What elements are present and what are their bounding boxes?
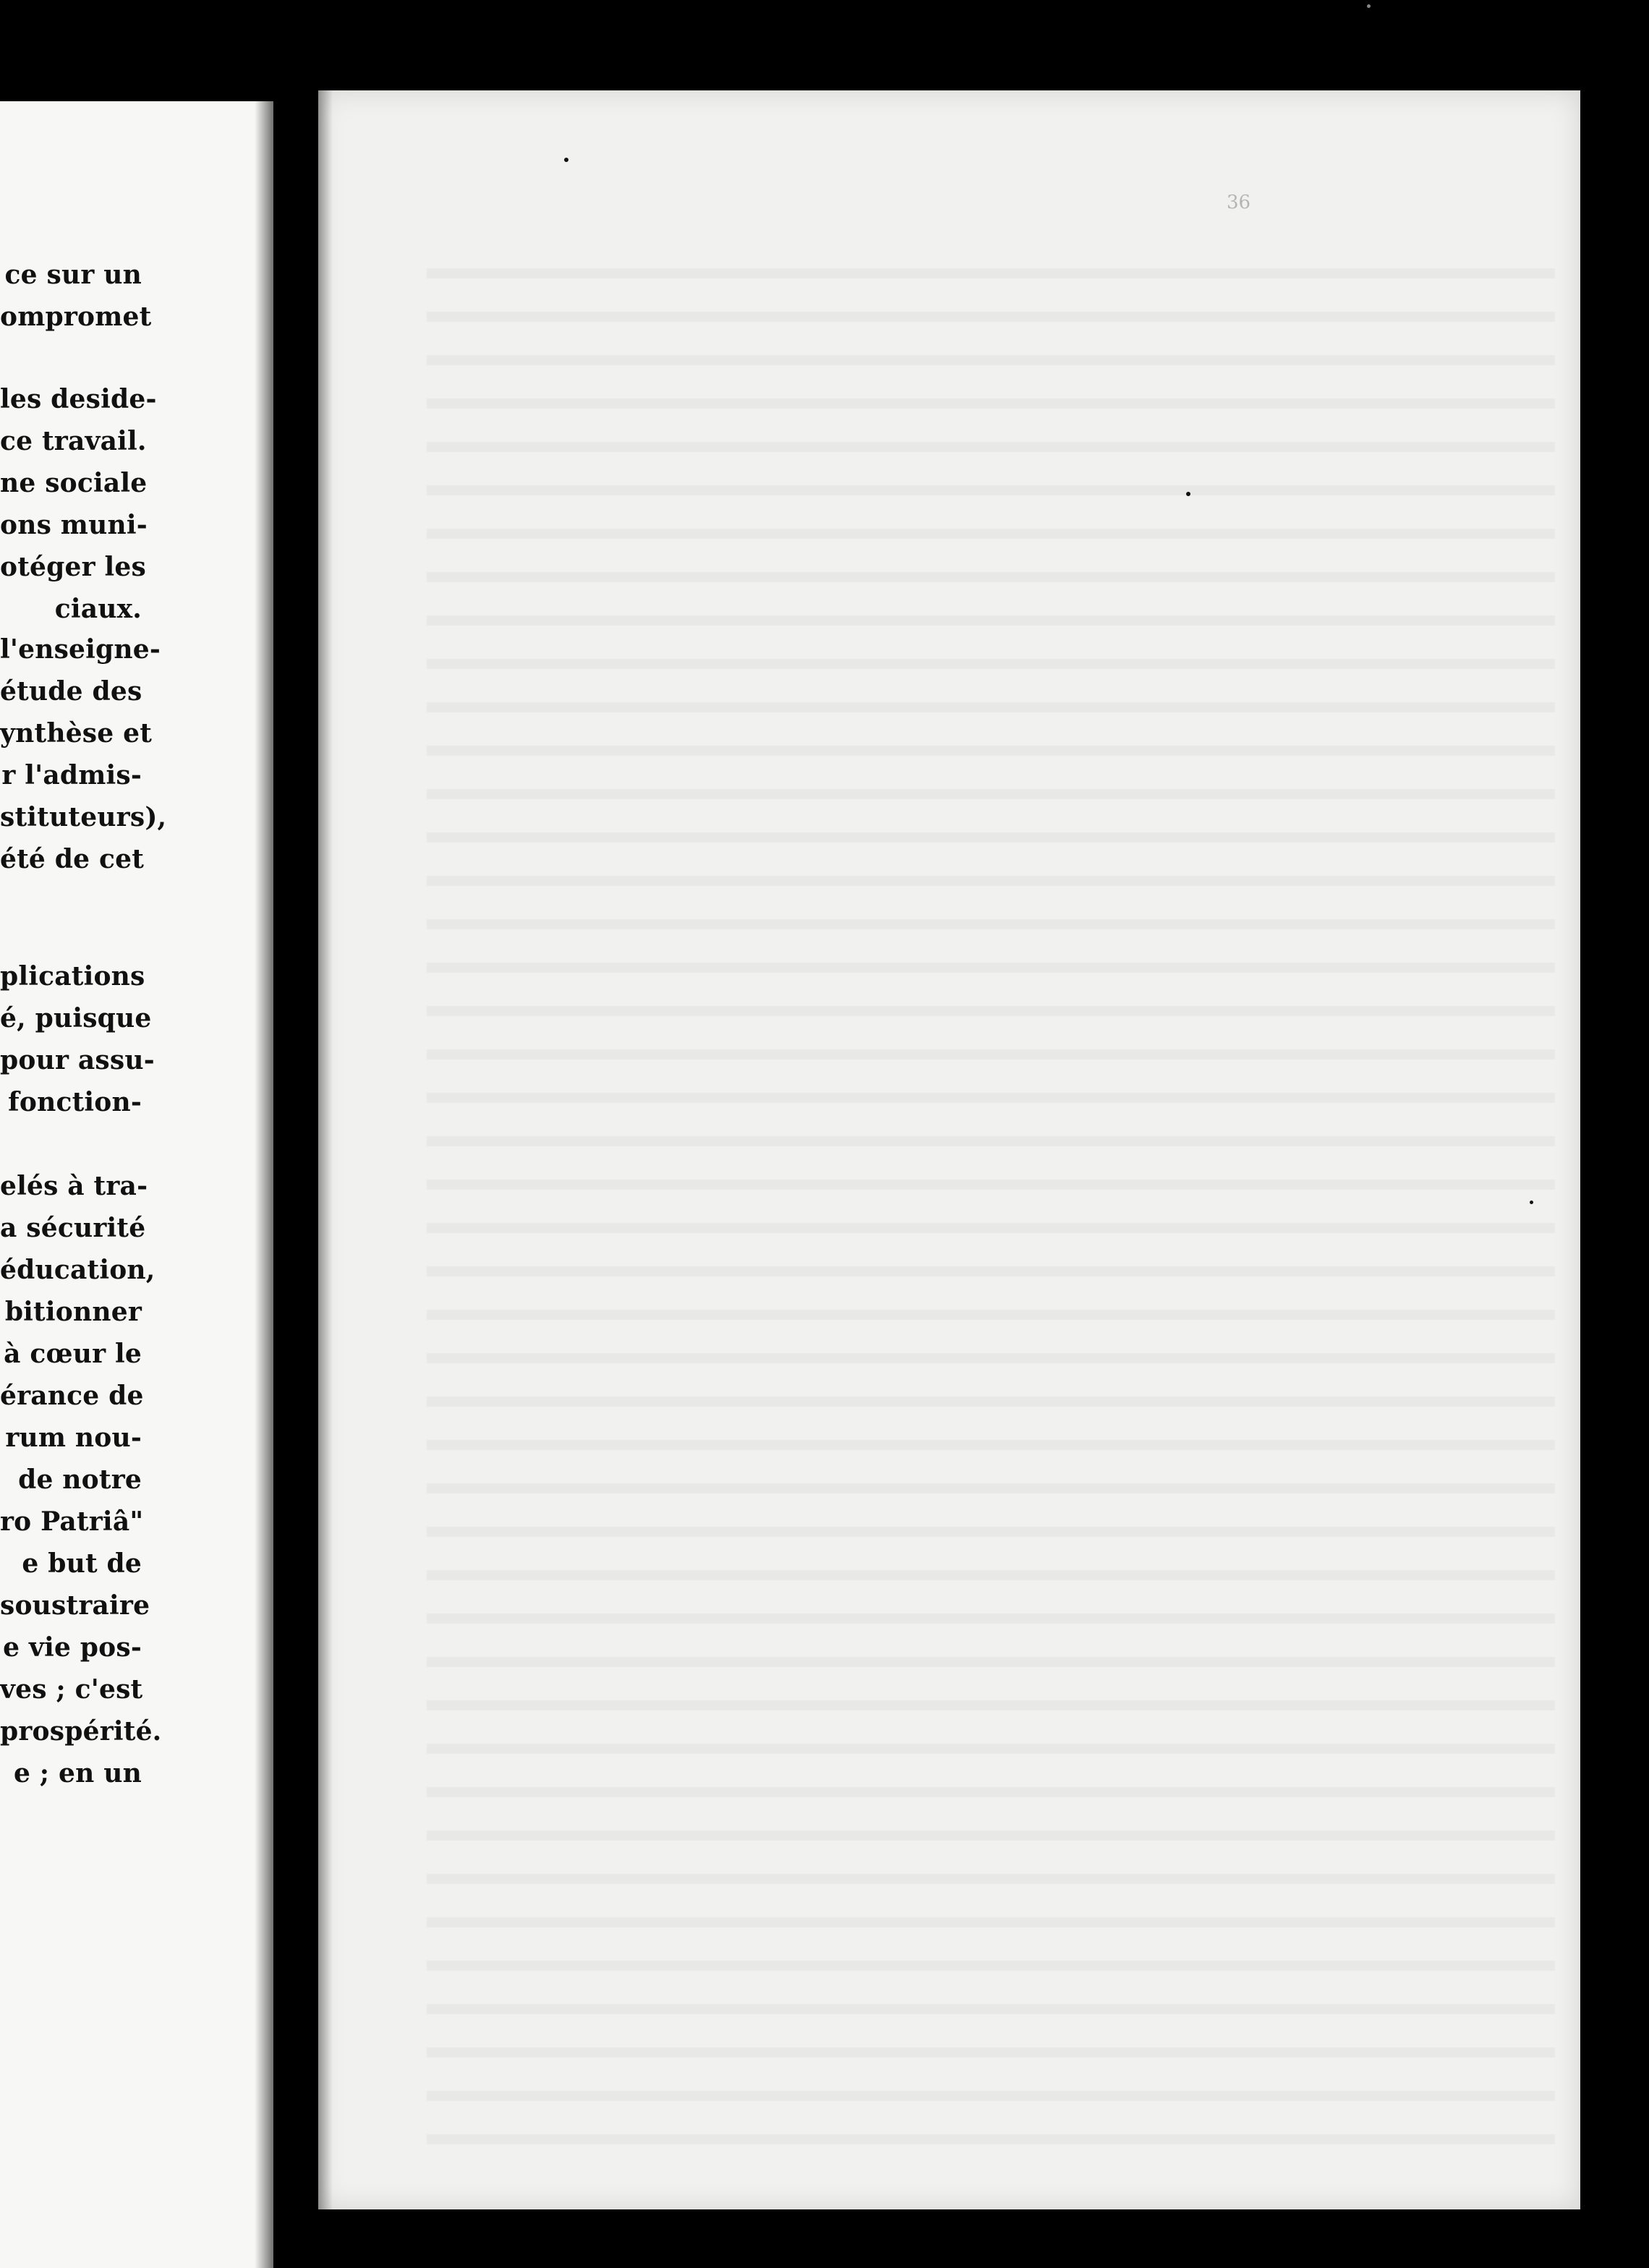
text-line: bitionner bbox=[4, 1297, 142, 1327]
text-line: ynthèse et bbox=[0, 718, 153, 749]
text-line: ro Patriâ" bbox=[0, 1506, 144, 1537]
show-through-text bbox=[427, 235, 1555, 2152]
text-line: l'enseigne- bbox=[0, 634, 161, 665]
text-line: ves ; c'est bbox=[0, 1674, 143, 1705]
text-line: les deside- bbox=[0, 384, 157, 414]
text-line: ompromet bbox=[0, 302, 152, 332]
text-line: ciaux. bbox=[54, 594, 142, 624]
text-line: soustraire bbox=[0, 1590, 150, 1621]
text-line: e but de bbox=[22, 1548, 142, 1579]
text-line: étude des bbox=[0, 676, 142, 707]
right-page bbox=[318, 90, 1580, 2209]
text-line: e vie pos- bbox=[3, 1632, 142, 1663]
text-line: de notre bbox=[18, 1465, 142, 1495]
text-line: pour assu- bbox=[0, 1045, 155, 1075]
text-line: prospérité. bbox=[0, 1716, 162, 1747]
scan-speck bbox=[1530, 1201, 1533, 1204]
text-line: été de cet bbox=[0, 844, 145, 874]
text-line: rum nou- bbox=[5, 1423, 142, 1453]
text-line: elés à tra- bbox=[0, 1171, 148, 1201]
text-line: ons muni- bbox=[0, 510, 148, 540]
text-line: é, puisque bbox=[0, 1003, 152, 1033]
page-number: 36 bbox=[1227, 192, 1251, 213]
left-page-text bbox=[0, 101, 273, 2268]
page-edge bbox=[318, 90, 333, 2209]
scan-speck bbox=[1367, 4, 1371, 8]
text-line: à cœur le bbox=[4, 1339, 142, 1369]
text-line: r l'admis- bbox=[1, 760, 142, 790]
text-line: stituteurs), bbox=[0, 802, 167, 832]
text-line: érance de bbox=[0, 1381, 144, 1411]
text-line: a sécurité bbox=[0, 1213, 146, 1243]
text-line: ce sur un bbox=[4, 260, 142, 290]
text-line: ne sociale bbox=[0, 468, 148, 498]
scan-speck bbox=[1186, 492, 1190, 496]
text-line: otéger les bbox=[0, 552, 146, 582]
scan-speck bbox=[564, 158, 568, 162]
gutter-shadow bbox=[255, 101, 273, 2268]
text-line: fonction- bbox=[8, 1087, 142, 1117]
text-line: e ; en un bbox=[13, 1758, 142, 1789]
text-line: ce travail. bbox=[0, 426, 147, 456]
text-line: plications bbox=[0, 961, 145, 992]
text-line: éducation, bbox=[0, 1255, 155, 1285]
left-page bbox=[0, 101, 273, 2268]
